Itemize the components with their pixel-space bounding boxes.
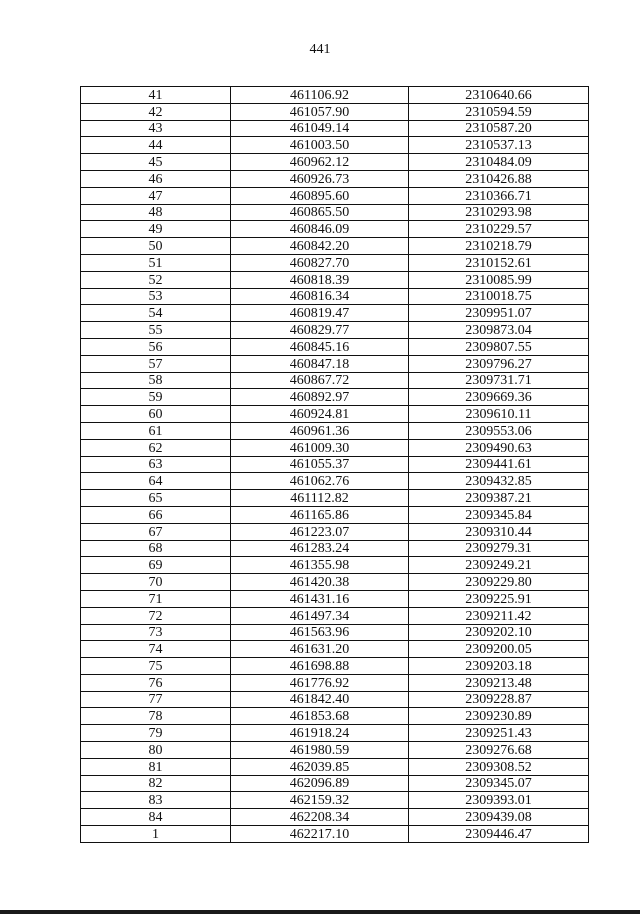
point-number-cell: 49 [81,221,231,238]
point-number-cell: 75 [81,658,231,675]
point-number-cell: 54 [81,305,231,322]
point-number-cell: 74 [81,641,231,658]
table-row [81,372,589,389]
point-number-cell: 53 [81,288,231,305]
x-coordinate-cell: 461420.38 [231,574,409,591]
table-row [81,775,589,792]
point-number-cell: 58 [81,372,231,389]
y-coordinate-cell: 2309276.68 [409,742,589,759]
table-row [81,120,589,137]
x-coordinate-cell: 460846.09 [231,221,409,238]
y-coordinate-cell: 2309432.85 [409,473,589,490]
y-coordinate-cell: 2309279.31 [409,540,589,557]
x-coordinate-cell: 460962.12 [231,154,409,171]
y-coordinate-cell: 2309310.44 [409,523,589,540]
table-row [81,389,589,406]
point-number-cell: 66 [81,506,231,523]
table-row [81,154,589,171]
table-row [81,254,589,271]
x-coordinate-cell: 461842.40 [231,691,409,708]
x-coordinate-cell: 460816.34 [231,288,409,305]
point-number-cell: 80 [81,742,231,759]
x-coordinate-cell: 461631.20 [231,641,409,658]
point-number-cell: 43 [81,120,231,137]
point-number-cell: 84 [81,809,231,826]
table-row [81,422,589,439]
point-number-cell: 68 [81,540,231,557]
y-coordinate-cell: 2309251.43 [409,725,589,742]
point-number-cell: 62 [81,439,231,456]
y-coordinate-cell: 2310426.88 [409,170,589,187]
y-coordinate-cell: 2309731.71 [409,372,589,389]
x-coordinate-cell: 460924.81 [231,406,409,423]
x-coordinate-cell: 461057.90 [231,103,409,120]
x-coordinate-cell: 460895.60 [231,187,409,204]
table-row [81,170,589,187]
x-coordinate-cell: 462096.89 [231,775,409,792]
x-coordinate-cell: 461106.92 [231,87,409,104]
point-number-cell: 76 [81,674,231,691]
x-coordinate-cell: 462039.85 [231,758,409,775]
y-coordinate-cell: 2310587.20 [409,120,589,137]
y-coordinate-cell: 2309211.42 [409,607,589,624]
x-coordinate-cell: 460867.72 [231,372,409,389]
table-row [81,439,589,456]
table-row [81,674,589,691]
x-coordinate-cell: 461112.82 [231,490,409,507]
scan-edge [0,910,640,914]
point-number-cell: 81 [81,758,231,775]
y-coordinate-cell: 2309387.21 [409,490,589,507]
point-number-cell: 73 [81,624,231,641]
y-coordinate-cell: 2309441.61 [409,456,589,473]
table-row [81,506,589,523]
x-coordinate-cell: 461355.98 [231,557,409,574]
table-row [81,691,589,708]
table-row [81,187,589,204]
x-coordinate-cell: 460892.97 [231,389,409,406]
table-row [81,574,589,591]
y-coordinate-cell: 2310229.57 [409,221,589,238]
point-number-cell: 42 [81,103,231,120]
coordinate-table [80,86,589,843]
table-row [81,792,589,809]
table-row [81,641,589,658]
table-row [81,590,589,607]
x-coordinate-cell: 461049.14 [231,120,409,137]
table-row [81,725,589,742]
y-coordinate-cell: 2309669.36 [409,389,589,406]
point-number-cell: 59 [81,389,231,406]
table-row [81,540,589,557]
x-coordinate-cell: 460865.50 [231,204,409,221]
x-coordinate-cell: 461698.88 [231,658,409,675]
point-number-cell: 41 [81,87,231,104]
point-number-cell: 63 [81,456,231,473]
table-row [81,742,589,759]
table-row [81,607,589,624]
table-row [81,137,589,154]
y-coordinate-cell: 2309229.80 [409,574,589,591]
x-coordinate-cell: 460842.20 [231,238,409,255]
y-coordinate-cell: 2309228.87 [409,691,589,708]
y-coordinate-cell: 2309439.08 [409,809,589,826]
point-number-cell: 83 [81,792,231,809]
table-row [81,355,589,372]
table-row [81,271,589,288]
y-coordinate-cell: 2309610.11 [409,406,589,423]
table-row [81,490,589,507]
x-coordinate-cell: 462159.32 [231,792,409,809]
point-number-cell: 64 [81,473,231,490]
y-coordinate-cell: 2309225.91 [409,590,589,607]
point-number-cell: 1 [81,826,231,843]
y-coordinate-cell: 2310366.71 [409,187,589,204]
y-coordinate-cell: 2310537.13 [409,137,589,154]
x-coordinate-cell: 460819.47 [231,305,409,322]
point-number-cell: 60 [81,406,231,423]
y-coordinate-cell: 2309203.18 [409,658,589,675]
table-row [81,473,589,490]
point-number-cell: 61 [81,422,231,439]
x-coordinate-cell: 460845.16 [231,338,409,355]
x-coordinate-cell: 461918.24 [231,725,409,742]
x-coordinate-cell: 461980.59 [231,742,409,759]
point-number-cell: 65 [81,490,231,507]
table-row [81,238,589,255]
y-coordinate-cell: 2309796.27 [409,355,589,372]
y-coordinate-cell: 2309213.48 [409,674,589,691]
x-coordinate-cell: 461055.37 [231,456,409,473]
point-number-cell: 48 [81,204,231,221]
x-coordinate-cell: 462208.34 [231,809,409,826]
point-number-cell: 69 [81,557,231,574]
y-coordinate-cell: 2309345.84 [409,506,589,523]
x-coordinate-cell: 460961.36 [231,422,409,439]
table-row [81,809,589,826]
table-row [81,288,589,305]
x-coordinate-cell: 461009.30 [231,439,409,456]
x-coordinate-cell: 461062.76 [231,473,409,490]
table-row [81,406,589,423]
x-coordinate-cell: 461431.16 [231,590,409,607]
y-coordinate-cell: 2310152.61 [409,254,589,271]
y-coordinate-cell: 2309393.01 [409,792,589,809]
coordinate-table-body [81,87,589,843]
x-coordinate-cell: 461563.96 [231,624,409,641]
x-coordinate-cell: 461003.50 [231,137,409,154]
x-coordinate-cell: 461853.68 [231,708,409,725]
point-number-cell: 77 [81,691,231,708]
x-coordinate-cell: 461165.86 [231,506,409,523]
table-row [81,557,589,574]
x-coordinate-cell: 460829.77 [231,322,409,339]
table-row [81,204,589,221]
y-coordinate-cell: 2309807.55 [409,338,589,355]
point-number-cell: 55 [81,322,231,339]
point-number-cell: 46 [81,170,231,187]
y-coordinate-cell: 2309951.07 [409,305,589,322]
y-coordinate-cell: 2310293.98 [409,204,589,221]
point-number-cell: 72 [81,607,231,624]
point-number-cell: 78 [81,708,231,725]
y-coordinate-cell: 2309308.52 [409,758,589,775]
y-coordinate-cell: 2310484.09 [409,154,589,171]
page-number: 441 [309,42,331,57]
y-coordinate-cell: 2309230.89 [409,708,589,725]
point-number-cell: 52 [81,271,231,288]
y-coordinate-cell: 2310085.99 [409,271,589,288]
table-row [81,826,589,843]
point-number-cell: 56 [81,338,231,355]
point-number-cell: 45 [81,154,231,171]
x-coordinate-cell: 460926.73 [231,170,409,187]
point-number-cell: 47 [81,187,231,204]
point-number-cell: 51 [81,254,231,271]
table-row [81,322,589,339]
y-coordinate-cell: 2309873.04 [409,322,589,339]
table-row [81,87,589,104]
table-row [81,758,589,775]
point-number-cell: 57 [81,355,231,372]
table-row [81,624,589,641]
table-row [81,708,589,725]
point-number-cell: 71 [81,590,231,607]
y-coordinate-cell: 2309249.21 [409,557,589,574]
x-coordinate-cell: 460847.18 [231,355,409,372]
x-coordinate-cell: 461497.34 [231,607,409,624]
y-coordinate-cell: 2310018.75 [409,288,589,305]
y-coordinate-cell: 2310218.79 [409,238,589,255]
y-coordinate-cell: 2309200.05 [409,641,589,658]
table-row [81,221,589,238]
point-number-cell: 44 [81,137,231,154]
table-row [81,658,589,675]
table-row [81,338,589,355]
y-coordinate-cell: 2310594.59 [409,103,589,120]
x-coordinate-cell: 461776.92 [231,674,409,691]
table-row [81,305,589,322]
point-number-cell: 79 [81,725,231,742]
y-coordinate-cell: 2309345.07 [409,775,589,792]
table-row [81,456,589,473]
point-number-cell: 67 [81,523,231,540]
table-row [81,523,589,540]
y-coordinate-cell: 2309490.63 [409,439,589,456]
point-number-cell: 82 [81,775,231,792]
x-coordinate-cell: 461283.24 [231,540,409,557]
x-coordinate-cell: 460818.39 [231,271,409,288]
x-coordinate-cell: 462217.10 [231,826,409,843]
x-coordinate-cell: 461223.07 [231,523,409,540]
point-number-cell: 70 [81,574,231,591]
point-number-cell: 50 [81,238,231,255]
x-coordinate-cell: 460827.70 [231,254,409,271]
table-row [81,103,589,120]
y-coordinate-cell: 2310640.66 [409,87,589,104]
y-coordinate-cell: 2309202.10 [409,624,589,641]
y-coordinate-cell: 2309553.06 [409,422,589,439]
y-coordinate-cell: 2309446.47 [409,826,589,843]
